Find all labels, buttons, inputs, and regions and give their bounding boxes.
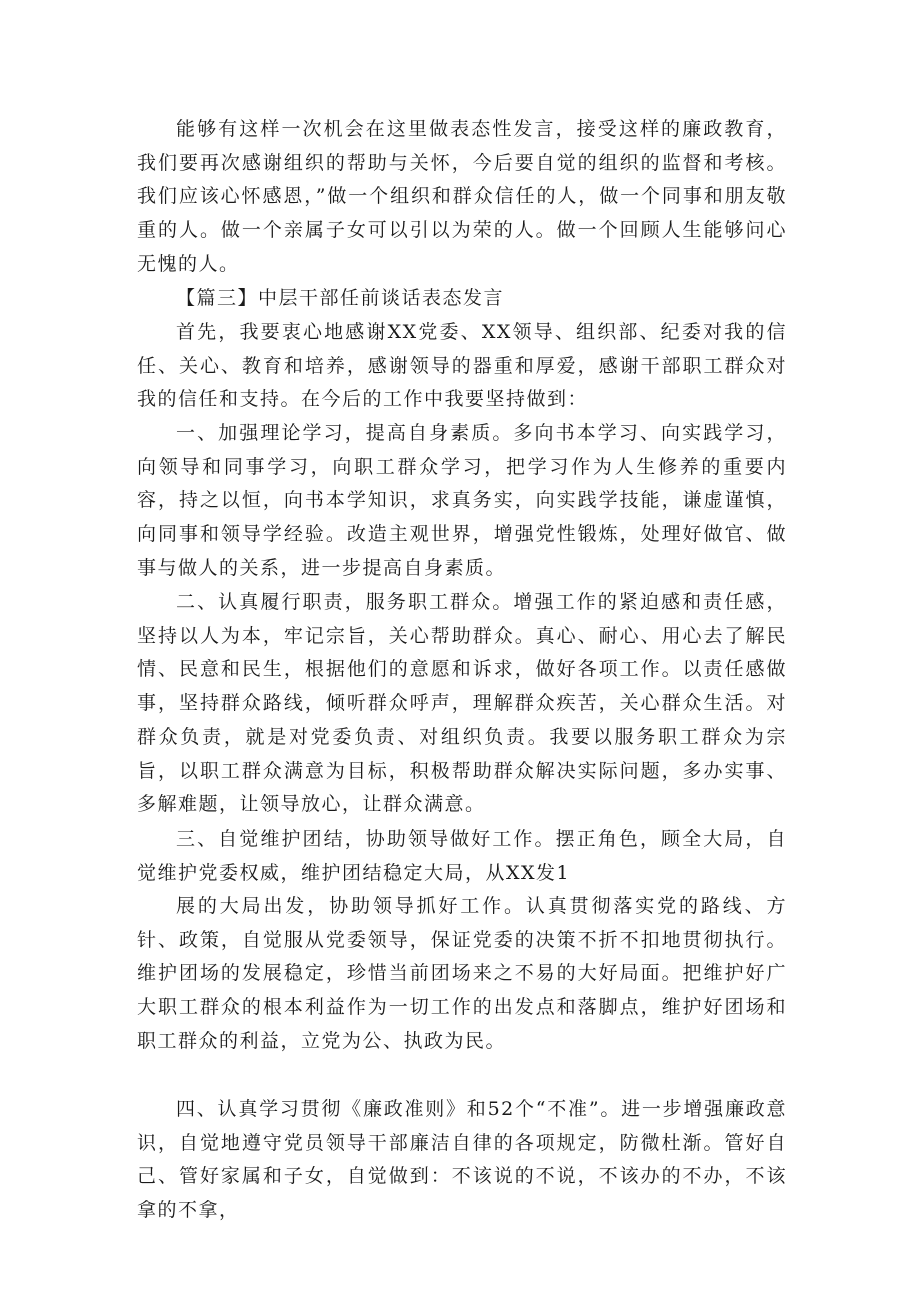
paragraph-point-two: 二、认真履行职责，服务职工群众。增强工作的紧迫感和责任感，坚持以人为本，牢记宗旨，关心帮助群众。真心、耐心、用心去了解民情、民意和民生，根据他们的意愿和诉求，做好各项工作。以责任感做事，坚持群众路线，倾听群众呼声，理解群众疾苦，关心群众生活。对群众负责，就是对党委负责、对组织负责。我要以服务职工群众为宗旨，以职工群众满意为目标，积极帮助群众解决实际问题，多办实事、多解难题，让领导放心，让群众满意。 bbox=[137, 591, 787, 816]
paragraph-point-three: 三、自觉维护团结，协助领导做好工作。摆正角色，顾全大局，自觉维护党委权威，维护团结稳定大局，从XX发1 bbox=[137, 828, 787, 884]
paragraph-point-four: 四、认真学习贯彻《廉政准则》和52个“不准”。进一步增强廉政意识，自觉地遵守党员领导干部廉洁自律的各项规定，防微杜渐。管好自己、管好家属和子女，自觉做到：不该说的不说，不该办的不办，不该拿的不拿， bbox=[137, 1098, 787, 1222]
paragraph-point-one: 一、加强理论学习，提高自身素质。多向书本学习、向实践学习，向领导和同事学习，向职工群众学习，把学习作为人生修养的重要内容，持之以恒，向书本学知识，求真务实，向实践学技能，谦虚谨慎，向同事和领导学经验。改造主观世界，增强党性锻炼，处理好做官、做事与做人的关系，进一步提高自身素质。 bbox=[137, 422, 787, 579]
paragraph-gratitude: 能够有这样一次机会在这里做表态性发言，接受这样的廉政教育，我们要再次感谢组织的帮助与关怀，今后要自觉的组织的监督和考核。我们应该心怀感恩，”做一个组织和群众信任的人，做一个同事和朋友敬重的人。做一个亲属子女可以引以为荣的人。做一个回顾人生能够问心无愧的人。 bbox=[137, 118, 787, 275]
section-heading: 【篇三】中层干部任前谈话表态发言 bbox=[176, 287, 505, 309]
paragraph-intro: 首先，我要衷心地感谢XX党委、XX领导、组织部、纪委对我的信任、关心、教育和培养，感谢领导的器重和厚爱，感谢干部职工群众对我的信任和支持。在今后的工作中我要坚持做到： bbox=[137, 321, 787, 411]
paragraph-point-three-continued: 展的大局出发，协助领导抓好工作。认真贯彻落实党的路线、方针、政策，自觉服从党委领导，保证党委的决策不折不扣地贯彻执行。维护团场的发展稳定，珍惜当前团场来之不易的大好局面。把维护好广大职工群众的根本利益作为一切工作的出发点和落脚点，维护好团场和职工群众的利益，立党为公、执政为民。 bbox=[137, 895, 787, 1052]
